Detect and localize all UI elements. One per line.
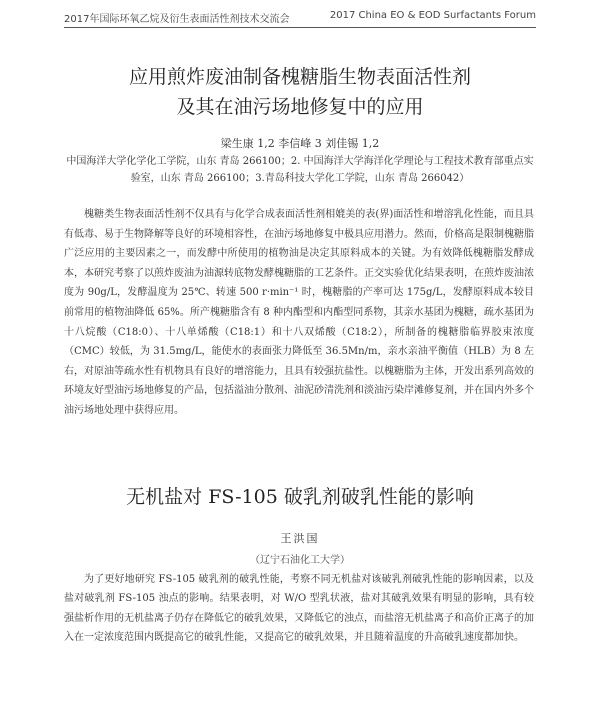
paper2-title: 无机盐对 FS-105 破乳剂破乳性能的影响 xyxy=(126,486,474,508)
running-header xyxy=(64,10,536,25)
paper1-title xyxy=(0,62,600,122)
paper2-affiliation: （辽宁石油化工大学） xyxy=(250,555,350,566)
paper1-abstract: 槐糖类生物表面活性剂不仅具有与化学合成表面活性剂相媲美的表(界)面活性和增溶乳化性能，而且具有低毒、易于生物降解等良好的环境相容性，在油污场地修复中极具应用潜力。然而，价格高是限制槐糖脂广泛应用的主要因素之一，而发酵中所使用的植物油是决定其原料成本的关键。为有效降低槐糖脂发酵成本，本研究考察了以煎炸废油为油源转底物发酵槐糖脂的工艺条件。正交实验优化结果表明，在煎炸废油浓度为 90g/L，发酵温度为 25℃、转速 500 r·min⁻¹ 时，槐糖脂的产率可达 175g/L，发酵原料成本较目前常用的植物油降低 65%。所产槐糖脂含有 8 种内酯型和内酯型同系物，其亲水基团为槐糖，疏水基团为十八烷酸（C18:0）、十八单烯酸（C18:1）和十八双烯酸（C18:2），所制备的槐糖脂临界胶束浓度（CMC）较低，为 31.5mg/L，能使水的表面张力降低至 36.5Mn/m，亲水亲油平衡值（HLB）为 8 左右，对原油等疏水性有机物具有良好的增溶能力，且具有较强抗盐性。以槐糖脂为主体，开发出系列高效的环境友好型油污场地修复的产品，包括溢油分散剂、油泥砂清洗剂和淡油污染岸滩修复剂，并在国内外多个油污场地处理中获得应用。 xyxy=(64,209,534,416)
paper2-author: 王洪国 xyxy=(280,532,320,545)
paper2-abstract: 为了更好地研究 FS-105 破乳剂的破乳性能，考察不同无机盐对该破乳剂破乳性能的影响因素，以及盐对破乳剂 FS-105 浊点的影响。结果表明，对 W/O 型乳状液，盐对其破乳效果有明显的影响，具有较强盐析作用的无机盐离子仍存在降低它的破乳效果，又降低它的浊点，而盐溶无机盐离子和高价正离子的加入在一定浓度范围内既提高它的破乳性能，又提高它的破乳效果，并且随着温度的升高破乳速度都加快。 xyxy=(64,574,534,644)
header-divider xyxy=(64,27,536,28)
paper1-title-line1: 应用煎炸废油制备槐糖脂生物表面活性剂 xyxy=(128,66,471,88)
paper1-affiliation: 中国海洋大学化学化工学院，山东 青岛 266100；2. 中国海洋大学海洋化学理论与工程技术教育部重点实验室，山东 青岛 266100；3.青岛科技大学化工学院，山东 青岛 266042） xyxy=(66,156,534,184)
paper1-authors: 梁生康 1,2 李信峰 3 刘佳锡 1,2 xyxy=(220,137,380,150)
header-left: 2017年国际环氧乙烷及衍生表面活性剂技术交流会 xyxy=(64,14,290,25)
header-right: 2017 China EO & EOD Surfactants Forum xyxy=(329,10,536,21)
paper1-title-line2: 及其在油污场地修复中的应用 xyxy=(176,96,424,118)
